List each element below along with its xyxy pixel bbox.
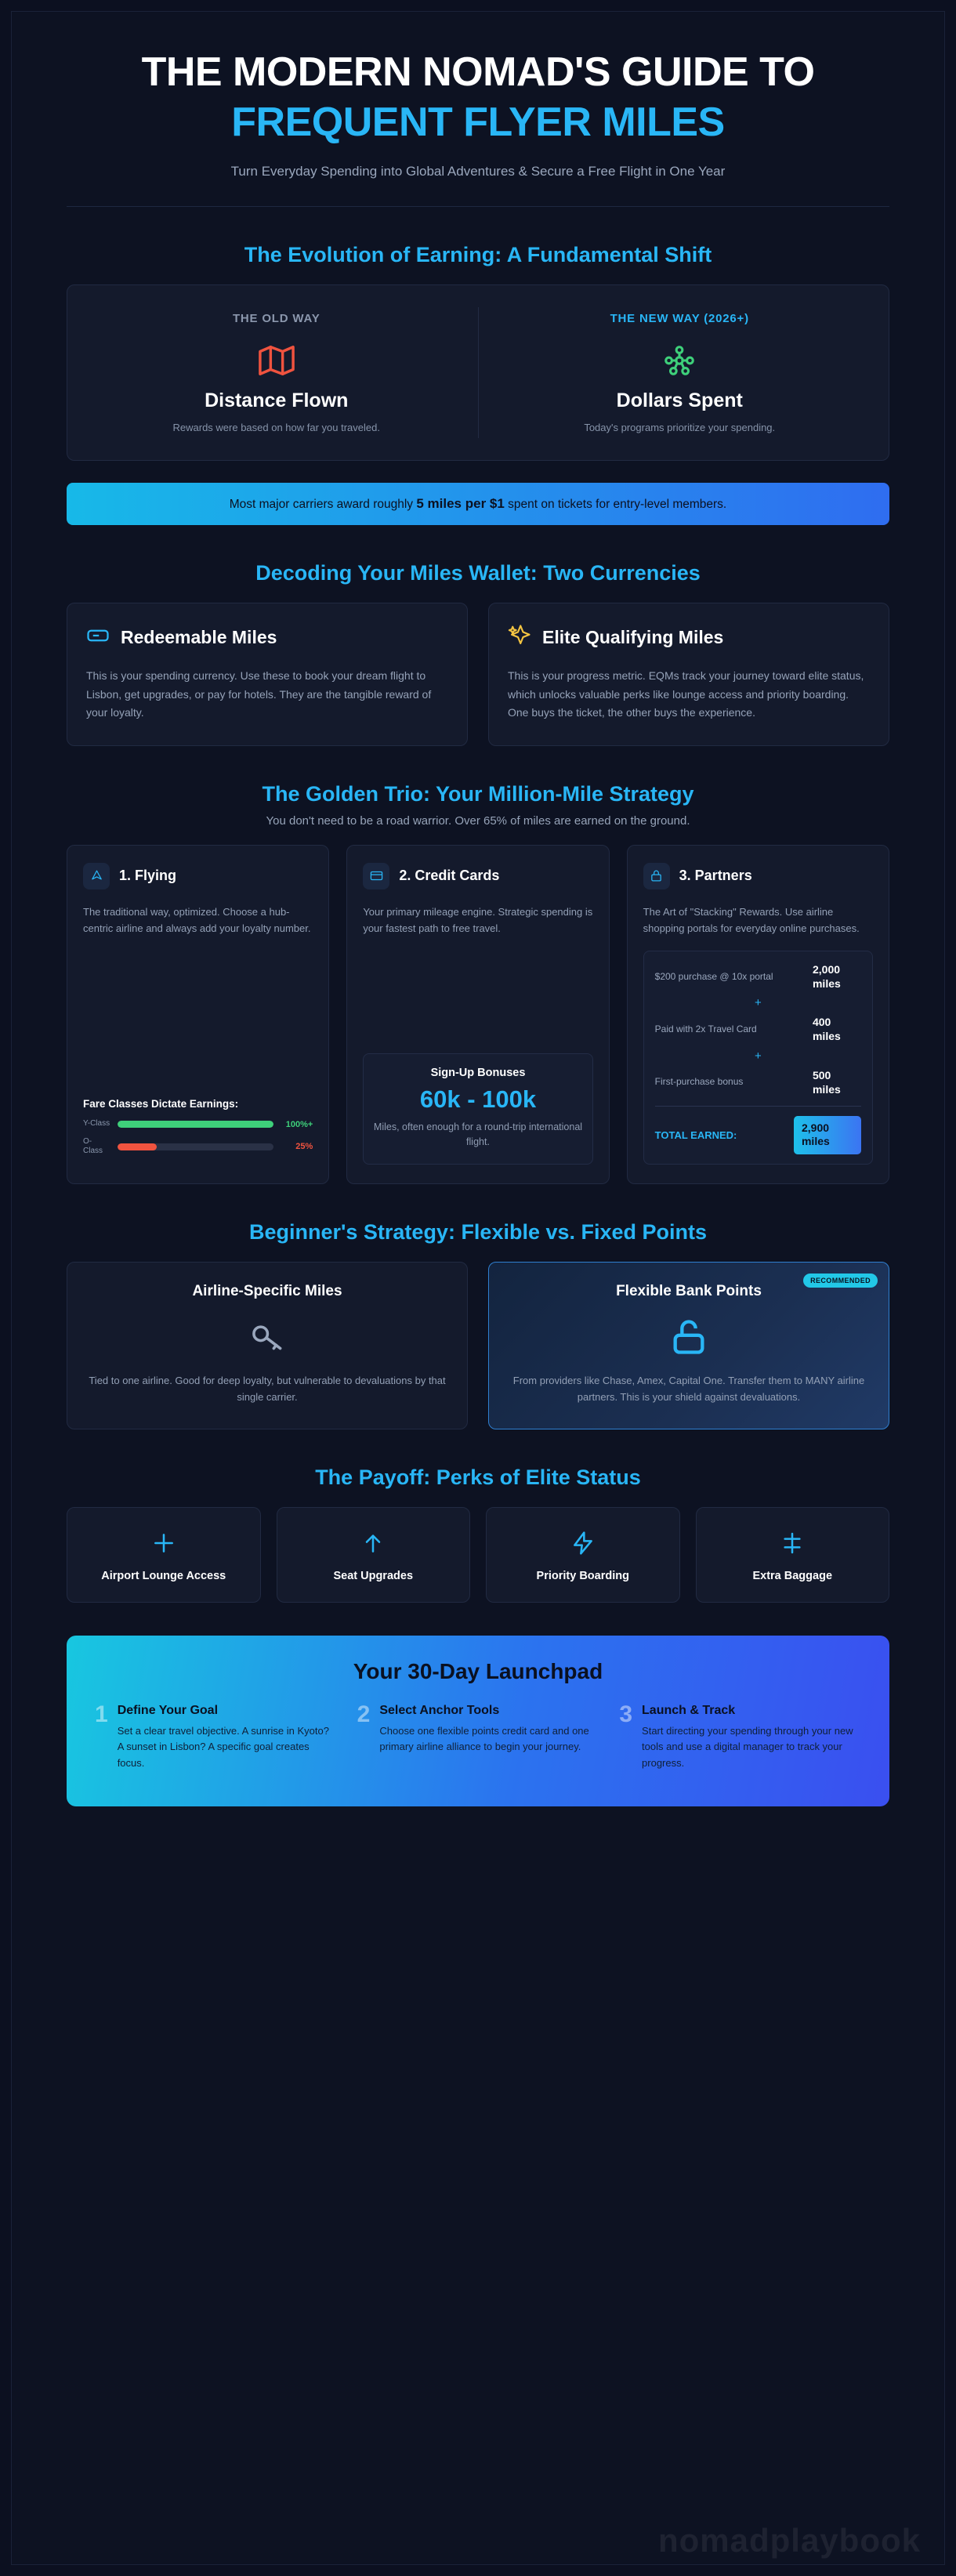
launchpad-steps [95, 1703, 861, 1772]
calc-plus-sign: + [754, 996, 762, 1010]
evolution-old-desc: Rewards were based on how far you traveled. [172, 422, 380, 434]
callout-post: spent on tickets for entry-level members. [504, 498, 727, 512]
evolution-old-label: THE OLD WAY [232, 312, 320, 326]
signup-bonus-number: 60k - 100k [419, 1085, 537, 1114]
evolution-panel [67, 284, 889, 461]
section-subheading-trio: You don't need to be a road warrior. Over 65% of miles are earned on the ground. [266, 813, 690, 828]
perk-seat-upgrades [277, 1507, 471, 1603]
step-number: 1 [95, 1701, 108, 1727]
launchpad-step [619, 1703, 861, 1772]
perk-priority-boarding [486, 1507, 680, 1603]
step-title: Launch & Track [642, 1703, 736, 1717]
fare-value: 100%+ [285, 1119, 313, 1129]
lock-icon [643, 863, 670, 889]
baggage-icon [704, 1527, 882, 1560]
beginner-card-title: Flexible Bank Points [616, 1282, 762, 1299]
fare-label: Y-Class [83, 1119, 110, 1129]
evolution-new-title: Dollars Spent [616, 389, 743, 412]
section-heading-evolution: The Evolution of Earning: A Fundamental Shift [244, 243, 712, 267]
calc-value: 2,000 miles [812, 962, 841, 991]
page-title: THE MODERN NOMAD'S GUIDE TO [141, 49, 815, 95]
partner-stacking-calculator [643, 951, 873, 1165]
infographic-body [11, 11, 945, 2565]
evolution-old-column [75, 307, 479, 438]
fare-value: 25% [295, 1142, 313, 1152]
wallet-card-header [508, 624, 870, 651]
trio-card-body: The Art of "Stacking" Rewards. Use airline shopping portals for everyday online purchases. [643, 905, 860, 934]
callout-highlight: 5 miles per $1 [416, 496, 505, 512]
section-heading-trio: The Golden Trio: Your Million-Mile Strategy [262, 781, 694, 806]
calc-label: Paid with 2x Travel Card [654, 1024, 757, 1034]
trio-cards [67, 845, 889, 1184]
perk-label: Extra Baggage [752, 1570, 833, 1583]
evolution-old-title: Distance Flown [205, 389, 349, 412]
fare-label: O-Class [83, 1136, 103, 1156]
step-number: 2 [357, 1701, 371, 1727]
plus-icon [75, 1527, 252, 1560]
arrow-up-icon [285, 1527, 462, 1560]
calc-value: 400 miles [812, 1016, 841, 1043]
bolt-icon [494, 1527, 672, 1560]
fare-bar-track [118, 1143, 273, 1150]
trio-card-title: 2. Credit Cards [399, 868, 500, 884]
launchpad-title: Your 30-Day Launchpad [353, 1658, 603, 1683]
fare-row [83, 1119, 313, 1129]
evolution-callout [67, 483, 889, 525]
trio-card-title: 1. Flying [119, 868, 177, 884]
calc-value: 500 miles [812, 1068, 841, 1096]
perk-extra-baggage [696, 1507, 890, 1603]
calc-plus-sign: + [754, 1049, 762, 1063]
trio-card-title: 3. Partners [679, 868, 752, 884]
launchpad-step [357, 1703, 599, 1772]
trio-card-partners [627, 845, 889, 1184]
watermark: nomadplaybook [657, 2522, 921, 2559]
beginner-card-title: Airline-Specific Miles [192, 1282, 342, 1299]
header-divider [67, 206, 889, 207]
fare-chart-title: Fare Classes Dictate Earnings: [83, 1098, 239, 1110]
page-tagline: Turn Everyday Spending into Global Adventures & Secure a Free Flight in One Year [230, 164, 726, 179]
fare-row [83, 1137, 313, 1157]
plane-icon [83, 863, 110, 889]
beginner-card-airline-miles [67, 1262, 468, 1429]
sparkle-icon [508, 624, 531, 651]
fare-bar-track [118, 1121, 273, 1128]
unlock-icon [509, 1313, 868, 1361]
step-title: Define Your Goal [117, 1703, 219, 1717]
evolution-new-column [479, 307, 882, 438]
signup-bonus-title: Sign-Up Bonuses [430, 1067, 526, 1080]
step-title: Select Anchor Tools [379, 1703, 500, 1717]
calc-row [655, 962, 861, 991]
trio-card-header [643, 863, 873, 889]
wallet-card-redeemable [67, 603, 468, 745]
wallet-card-title: Redeemable Miles [121, 627, 277, 648]
calc-total-row [655, 1106, 861, 1154]
launchpad-step [95, 1703, 337, 1772]
wallet-card-title: Elite Qualifying Miles [542, 627, 724, 648]
signup-bonus-desc: Miles, often enough for a round-trip international flight. [373, 1121, 583, 1148]
wallet-card-elite [488, 603, 889, 745]
trio-card-body: Your primary mileage engine. Strategic spending is your fastest path to free travel. [363, 905, 593, 934]
trio-card-header [83, 863, 313, 889]
section-heading-beginner: Beginner's Strategy: Flexible vs. Fixed Points [248, 1219, 708, 1244]
evolution-new-desc: Today's programs prioritize your spending. [584, 422, 776, 434]
perk-lounge-access [67, 1507, 261, 1603]
step-number: 3 [619, 1701, 633, 1727]
beginner-card-body: From providers like Chase, Amex, Capital One. Transfer them to MANY airline partners. This is your shield against devaluations. [512, 1374, 865, 1404]
calc-total-label: TOTAL EARNED: [654, 1129, 737, 1141]
recommended-badge: RECOMMENDED [803, 1274, 878, 1288]
beginner-card-flexible-points [488, 1262, 889, 1429]
calc-total-value: 2,900 miles [794, 1116, 861, 1154]
wallet-card-body: This is your progress metric. EQMs track your journey toward elite status, which unlocks valuable perks like lounge access and priority boarding. One buys the ticket, the other buys the experience. [508, 669, 864, 719]
fare-bar-fill [118, 1143, 157, 1150]
calc-row [655, 1068, 861, 1096]
ticket-icon [86, 624, 110, 651]
beginner-card-body: Tied to one airline. Good for deep loyalty, but vulnerable to devaluations by that single carrier. [89, 1374, 446, 1404]
perk-label: Priority Boarding [536, 1570, 629, 1583]
launchpad-panel [67, 1636, 889, 1806]
calc-row [655, 1015, 861, 1043]
step-desc: Start directing your spending through your new tools and use a digital manager to track your progress. [642, 1724, 853, 1770]
beginner-cards [67, 1262, 889, 1429]
credit-card-icon [363, 863, 389, 889]
calc-label: First-purchase bonus [654, 1076, 744, 1088]
trio-card-body: The traditional way, optimized. Choose a hub-centric airline and always add your loyalty number. [83, 905, 311, 934]
section-heading-payoff: The Payoff: Perks of Elite Status [315, 1466, 641, 1490]
evolution-new-label: THE NEW WAY (2026+) [610, 312, 749, 326]
wallet-card-header [86, 624, 448, 651]
trio-card-header [363, 863, 592, 889]
perk-label: Airport Lounge Access [101, 1570, 226, 1583]
step-desc: Set a clear travel objective. A sunrise in Kyoto? A sunset in Lisbon? A specific goal creates focus. [117, 1724, 329, 1770]
trio-card-credit-cards [346, 845, 609, 1184]
callout-pre: Most major carriers award roughly [229, 498, 417, 512]
calc-label: $200 purchase @ 10x portal [654, 970, 773, 982]
section-heading-wallet: Decoding Your Miles Wallet: Two Currencies [255, 561, 701, 585]
signup-bonus-box [363, 1053, 592, 1165]
wallet-cards [67, 603, 889, 745]
trio-card-flying [67, 845, 329, 1184]
wallet-card-body: This is your spending currency. Use these to book your dream flight to Lisbon, get upgrades, or pay for hotels. They are the tangible reward of your loyalty. [86, 669, 432, 719]
page-subtitle-accent: FREQUENT FLYER MILES [231, 100, 725, 146]
network-icon [499, 338, 861, 383]
key-icon [88, 1313, 447, 1361]
step-desc: Choose one flexible points credit card and one primary airline alliance to begin your journey. [379, 1724, 589, 1753]
perks-row [67, 1507, 889, 1603]
perk-label: Seat Upgrades [333, 1570, 414, 1583]
fare-bar-fill [118, 1121, 273, 1128]
map-icon [96, 338, 458, 383]
